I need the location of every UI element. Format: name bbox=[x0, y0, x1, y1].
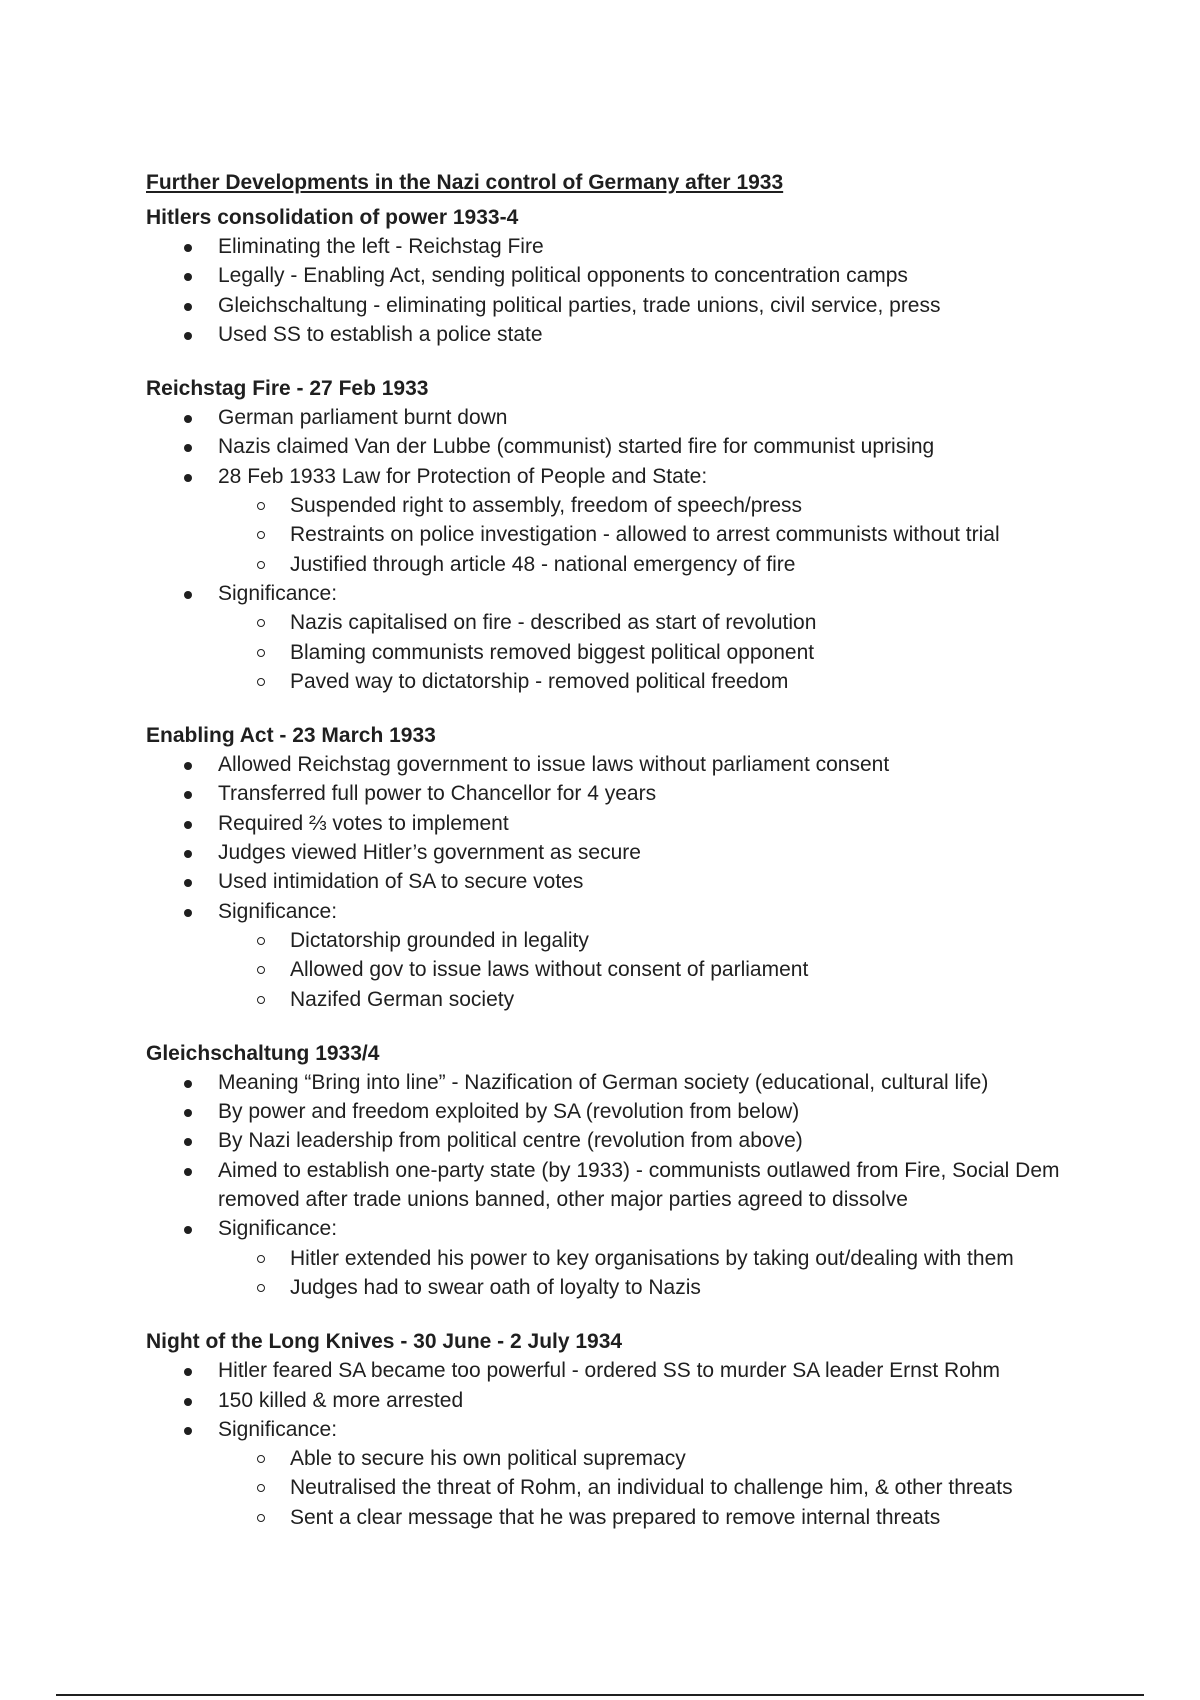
filled-bullet-icon bbox=[184, 1138, 192, 1146]
sub-list-item bbox=[218, 491, 1086, 520]
list-item-text: Significance: bbox=[218, 899, 338, 923]
bullet-list bbox=[146, 1356, 1086, 1532]
sub-list-item-text: Neutralised the threat of Rohm, an individual to challenge him, & other threats bbox=[290, 1476, 1013, 1500]
sub-list-item bbox=[218, 1444, 1086, 1473]
list-item bbox=[146, 1126, 1086, 1155]
filled-bullet-icon bbox=[184, 791, 192, 799]
list-item-text: 28 Feb 1933 Law for Protection of People and State: bbox=[218, 464, 708, 488]
sub-list-item-text: Justified through article 48 - national emergency of fire bbox=[290, 552, 796, 576]
list-item-text: Gleichschaltung - eliminating political parties, trade unions, civil service, press bbox=[218, 293, 941, 317]
list-item bbox=[146, 579, 1086, 696]
section bbox=[146, 203, 1086, 349]
hollow-bullet-icon bbox=[257, 561, 265, 569]
list-item-text: Meaning “Bring into line” - Nazification of German society (educational, cultural life) bbox=[218, 1070, 989, 1094]
filled-bullet-icon bbox=[184, 1080, 192, 1088]
filled-bullet-icon bbox=[184, 1109, 192, 1117]
page-bottom-rule bbox=[56, 1694, 1144, 1696]
filled-bullet-icon bbox=[184, 444, 192, 452]
list-item bbox=[146, 403, 1086, 432]
list-item-text: 150 killed & more arrested bbox=[218, 1388, 464, 1412]
list-item-text: Transferred full power to Chancellor for 4 years bbox=[218, 782, 657, 806]
list-item-text: Used intimidation of SA to secure votes bbox=[218, 870, 584, 894]
list-item bbox=[146, 291, 1086, 320]
filled-bullet-icon bbox=[184, 1427, 192, 1435]
list-item-text: Required ⅔ votes to implement bbox=[218, 811, 509, 835]
sub-list-item bbox=[218, 1244, 1086, 1273]
sub-list-item-text: Dictatorship grounded in legality bbox=[290, 928, 589, 952]
hollow-bullet-icon bbox=[257, 937, 265, 945]
list-item bbox=[146, 432, 1086, 461]
list-item bbox=[146, 867, 1086, 896]
filled-bullet-icon bbox=[184, 850, 192, 858]
filled-bullet-icon bbox=[184, 879, 192, 887]
filled-bullet-icon bbox=[184, 1398, 192, 1406]
list-item bbox=[146, 1068, 1086, 1097]
section-heading: Reichstag Fire - 27 Feb 1933 bbox=[146, 377, 429, 401]
section-heading: Night of the Long Knives - 30 June - 2 July 1934 bbox=[146, 1330, 623, 1354]
hollow-bullet-icon bbox=[257, 996, 265, 1004]
filled-bullet-icon bbox=[184, 909, 192, 917]
sub-bullet-list bbox=[218, 608, 1086, 696]
sub-bullet-list bbox=[218, 1244, 1086, 1303]
section bbox=[146, 374, 1086, 696]
sub-list-item-text: Nazis capitalised on fire - described as start of revolution bbox=[290, 611, 817, 635]
section-heading: Enabling Act - 23 March 1933 bbox=[146, 724, 436, 748]
hollow-bullet-icon bbox=[257, 966, 265, 974]
hollow-bullet-icon bbox=[257, 531, 265, 539]
list-item bbox=[146, 1214, 1086, 1302]
hollow-bullet-icon bbox=[257, 619, 265, 627]
sub-list-item bbox=[218, 1473, 1086, 1502]
document-title: Further Developments in the Nazi control of Germany after 1933 bbox=[146, 171, 784, 194]
sub-list-item-text: Paved way to dictatorship - removed political freedom bbox=[290, 669, 789, 693]
sections-container bbox=[146, 203, 1086, 1532]
hollow-bullet-icon bbox=[257, 1255, 265, 1263]
list-item-text: Nazis claimed Van der Lubbe (communist) started fire for communist uprising bbox=[218, 435, 935, 459]
sub-list-item bbox=[218, 608, 1086, 637]
hollow-bullet-icon bbox=[257, 1284, 265, 1292]
hollow-bullet-icon bbox=[257, 649, 265, 657]
sub-list-item-text: Able to secure his own political supremacy bbox=[290, 1447, 686, 1471]
list-item bbox=[146, 1386, 1086, 1415]
section-heading: Gleichschaltung 1933/4 bbox=[146, 1041, 380, 1065]
filled-bullet-icon bbox=[184, 1226, 192, 1234]
list-item-text: Allowed Reichstag government to issue laws without parliament consent bbox=[218, 753, 890, 777]
list-item bbox=[146, 809, 1086, 838]
list-item-text: Eliminating the left - Reichstag Fire bbox=[218, 235, 544, 258]
sub-list-item bbox=[218, 638, 1086, 667]
filled-bullet-icon bbox=[184, 415, 192, 423]
filled-bullet-icon bbox=[184, 1168, 192, 1176]
sub-list-item-text: Allowed gov to issue laws without consent of parliament bbox=[290, 958, 809, 982]
hollow-bullet-icon bbox=[257, 678, 265, 686]
sub-bullet-list bbox=[218, 1444, 1086, 1532]
list-item-text: Legally - Enabling Act, sending political opponents to concentration camps bbox=[218, 264, 908, 288]
list-item-text: Hitler feared SA became too powerful - ordered SS to murder SA leader Ernst Rohm bbox=[218, 1359, 1001, 1383]
bullet-list bbox=[146, 750, 1086, 1014]
list-item-text: German parliament burnt down bbox=[218, 406, 508, 430]
list-item-text: Significance: bbox=[218, 581, 338, 605]
section bbox=[146, 721, 1086, 1014]
filled-bullet-icon bbox=[184, 273, 192, 281]
sub-list-item bbox=[218, 926, 1086, 955]
list-item bbox=[146, 779, 1086, 808]
hollow-bullet-icon bbox=[257, 502, 265, 510]
list-item bbox=[146, 1415, 1086, 1532]
section bbox=[146, 1327, 1086, 1532]
list-item-text: Judges viewed Hitler’s government as secure bbox=[218, 841, 641, 865]
list-item bbox=[146, 261, 1086, 290]
sub-list-item bbox=[218, 955, 1086, 984]
sub-list-item-text: Sent a clear message that he was prepared to remove internal threats bbox=[290, 1505, 941, 1529]
hollow-bullet-icon bbox=[257, 1455, 265, 1463]
list-item bbox=[146, 462, 1086, 579]
list-item-text: By Nazi leadership from political centre (revolution from above) bbox=[218, 1129, 803, 1153]
sub-bullet-list bbox=[218, 491, 1086, 579]
sub-list-item bbox=[218, 1273, 1086, 1302]
list-item-text: By power and freedom exploited by SA (revolution from below) bbox=[218, 1100, 800, 1124]
sub-list-item-text: Restraints on police investigation - allowed to arrest communists without trial bbox=[290, 523, 1000, 547]
list-item bbox=[146, 1156, 1086, 1215]
section bbox=[146, 1039, 1086, 1302]
filled-bullet-icon bbox=[184, 762, 192, 770]
list-item bbox=[146, 232, 1086, 261]
sub-list-item-text: Hitler extended his power to key organisations by taking out/dealing with them bbox=[290, 1246, 1014, 1270]
list-item bbox=[146, 897, 1086, 1014]
list-item bbox=[146, 1356, 1086, 1385]
bullet-list bbox=[146, 232, 1086, 349]
filled-bullet-icon bbox=[184, 474, 192, 482]
filled-bullet-icon bbox=[184, 332, 192, 340]
section-heading: Hitlers consolidation of power 1933-4 bbox=[146, 206, 519, 229]
sub-list-item bbox=[218, 985, 1086, 1014]
filled-bullet-icon bbox=[184, 303, 192, 311]
bullet-list bbox=[146, 403, 1086, 696]
sub-list-item-text: Blaming communists removed biggest political opponent bbox=[290, 640, 815, 664]
bullet-list bbox=[146, 1068, 1086, 1302]
list-item bbox=[146, 750, 1086, 779]
document-page bbox=[146, 168, 1086, 1557]
hollow-bullet-icon bbox=[257, 1514, 265, 1522]
filled-bullet-icon bbox=[184, 1368, 192, 1376]
filled-bullet-icon bbox=[184, 244, 192, 252]
filled-bullet-icon bbox=[184, 821, 192, 829]
sub-bullet-list bbox=[218, 926, 1086, 1014]
list-item bbox=[146, 838, 1086, 867]
filled-bullet-icon bbox=[184, 591, 192, 599]
list-item bbox=[146, 320, 1086, 349]
sub-list-item-text: Nazifed German society bbox=[290, 987, 515, 1011]
sub-list-item bbox=[218, 520, 1086, 549]
sub-list-item-text: Judges had to swear oath of loyalty to Nazis bbox=[290, 1275, 701, 1299]
hollow-bullet-icon bbox=[257, 1484, 265, 1492]
list-item-text: Significance: bbox=[218, 1417, 338, 1441]
sub-list-item bbox=[218, 550, 1086, 579]
list-item-text: Used SS to establish a police state bbox=[218, 322, 543, 346]
sub-list-item bbox=[218, 667, 1086, 696]
sub-list-item-text: Suspended right to assembly, freedom of speech/press bbox=[290, 494, 803, 518]
list-item-text: Significance: bbox=[218, 1217, 338, 1241]
list-item-text: Aimed to establish one-party state (by 1933) - communists outlawed from Fire, Social Dem removed after trade unions banned, other major parties agreed to dissolve bbox=[218, 1158, 1060, 1212]
sub-list-item bbox=[218, 1503, 1086, 1532]
list-item bbox=[146, 1097, 1086, 1126]
